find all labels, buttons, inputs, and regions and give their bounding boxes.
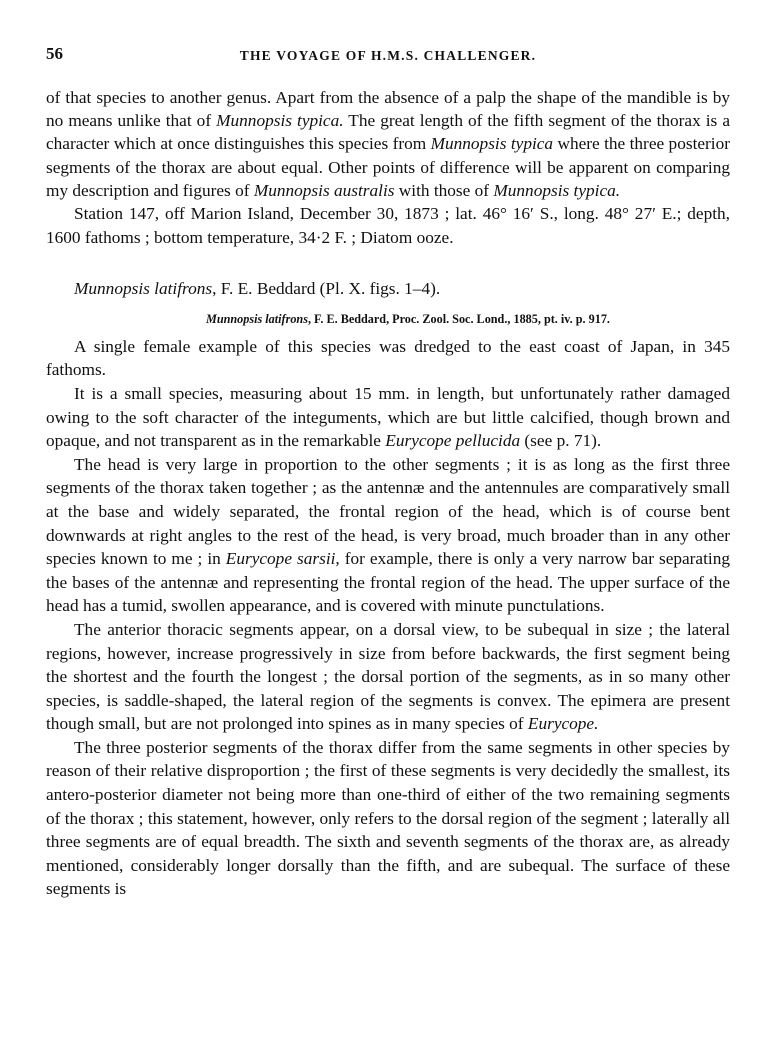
text-run: of that species to another genus. Apart from the absence of a palp the shape of the mandible is by no means unlike that of xyxy=(46,88,730,131)
species-name: Eurycope sarsii, xyxy=(225,549,340,569)
species-heading xyxy=(46,277,730,301)
text-run: It is a small species, measuring about 15 mm. in length, but unfortunately rather damaged owing to the soft character of the integuments, which are but little calcified, though brown and opaque, and not transparent as in the remarkable xyxy=(46,383,730,451)
text-run: with those of xyxy=(394,180,494,200)
station-record: Station 147, off Marion Island, December 30, 1873 ; lat. 46° 16′ S., long. 48° 27′ E.; depth, 1600 fathoms ; bottom temperature, 34·2 F. ; Diatom ooze. xyxy=(46,204,730,247)
text-run: The great length of the fifth segment of the thorax is a character which at once distinguishes this species from xyxy=(46,111,730,154)
text-run: The head is very large in proportion to the other segments ; it is as long as the first three segments of the thorax taken together ; as the antennæ and the antennules are comparatively small at the base and widely separated, the frontal region of the head, which is of course bent downwards at right angles to the rest of the head, is very broad, much broader than in any other species known to me ; in xyxy=(46,454,730,569)
page-number: 56 xyxy=(46,44,63,63)
text-run: for example, there is only a very narrow bar separating the bases of the antennæ and representing the frontal region of the head. The upper surface of the head has a tumid, swollen appearance, and is covered with minute punctulations. xyxy=(46,549,730,616)
text-run: The anterior thoracic segments appear, on a dorsal view, to be subequal in size ; the lateral regions, however, increase progressively in size from before backwards, the first segment being the shortest and the fourth the longest ; the dorsal portion of the segments, as in so many other species, is saddle-shaped, the lateral region of the segments is convex. The epimera are present though small, but are not prolonged into spines as in many species of xyxy=(46,619,730,734)
text-run: where the three posterior segments of the thorax are about equal. Other points of difference will be apparent on comparing my description and figures of xyxy=(46,134,730,200)
paragraph-head xyxy=(46,453,730,618)
paragraph-mandible xyxy=(46,86,730,202)
genus-name: Eurycope. xyxy=(527,714,599,734)
species-name: Munnopsis typica. xyxy=(216,111,344,131)
species-heading-authority: , F. E. Beddard (Pl. X. figs. 1–4). xyxy=(212,279,441,299)
species-name: Munnopsis australis xyxy=(253,180,395,200)
species-name: Munnopsis typica xyxy=(430,134,554,154)
species-name: Eurycope pellucida xyxy=(385,431,521,451)
species-name: Munnopsis typica. xyxy=(493,180,621,200)
text-run: (see p. 71). xyxy=(520,431,602,451)
page xyxy=(46,42,730,901)
paragraph-small-species xyxy=(46,382,730,453)
page-header xyxy=(46,42,730,68)
running-title: THE VOYAGE OF H.M.S. CHALLENGER. xyxy=(239,48,537,63)
synonym-name: Munnopsis latifrons xyxy=(206,311,308,326)
paragraph-single-female: A single female example of this species was dredged to the east coast of Japan, in 345 fathoms. xyxy=(46,336,730,380)
paragraph-posterior-segments: The three posterior segments of the thorax differ from the same segments in other species by reason of their relative disproportion ; the first of these segments is very decidedly the smallest, its antero-posterior diameter not being more than one-third of either of the two remaining segments of the thorax ; this statement, however, only refers to the dorsal region of the segment ; laterally all three segments are of equal breadth. The sixth and seventh segments of the thorax are, as already mentioned, considerably longer dorsally than the fifth, and are subequal. The surface of these segments is xyxy=(46,737,730,899)
synonym-citation: , F. E. Beddard, Proc. Zool. Soc. Lond., 1885, pt. iv. p. 917. xyxy=(307,311,610,326)
paragraph-anterior-segments xyxy=(46,618,730,736)
species-heading-name: Munnopsis latifrons xyxy=(74,279,213,299)
synonymy-reference xyxy=(46,311,730,327)
